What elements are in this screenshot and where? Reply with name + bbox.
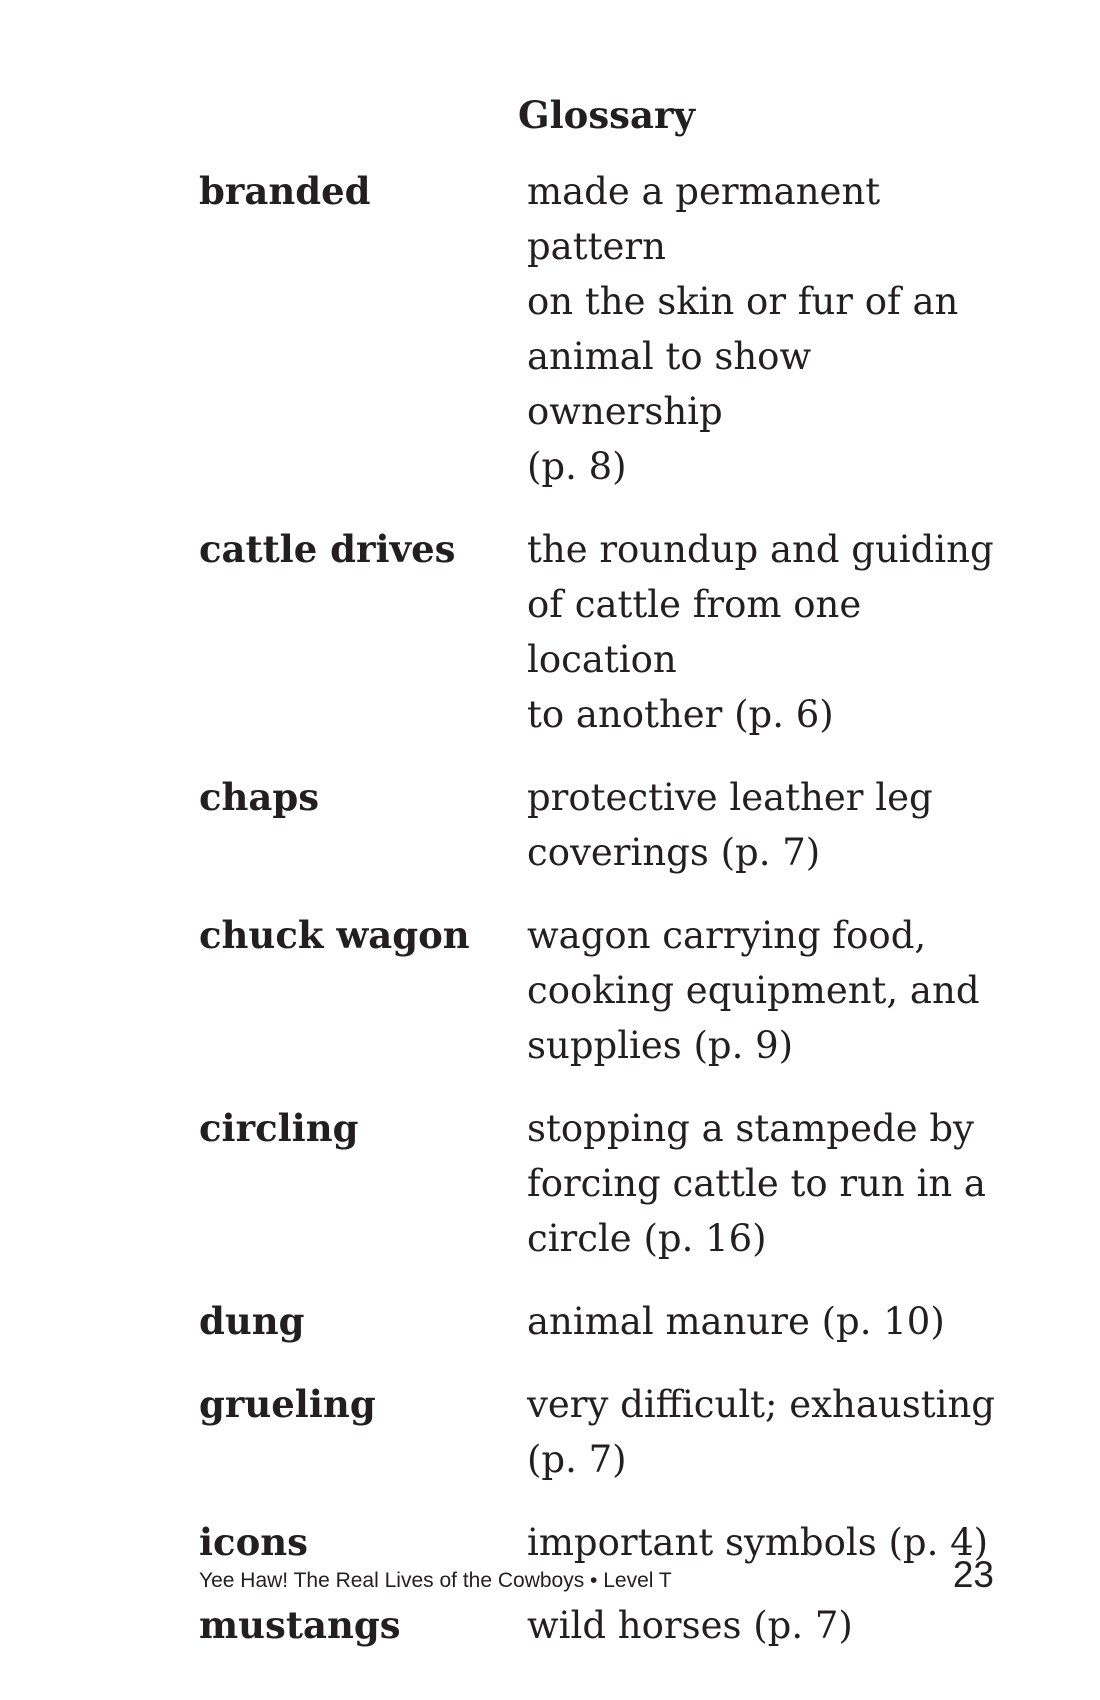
glossary-entry-grueling — [199, 1377, 1019, 1487]
glossary-term: circling — [199, 1106, 359, 1150]
glossary-entry-chaps — [199, 770, 1019, 880]
glossary-term: dung — [199, 1299, 305, 1343]
definition-line: forcing cattle to run in a — [527, 1162, 986, 1205]
definition-line: wagon carrying food, — [527, 914, 927, 957]
definition-line: animal to show ownership — [527, 335, 812, 433]
glossary-term: chaps — [199, 775, 320, 819]
glossary-definition — [527, 1101, 997, 1266]
glossary-definition — [527, 1515, 997, 1570]
page-number: 23 — [952, 1554, 994, 1595]
glossary-definition — [527, 1377, 997, 1487]
definition-line: very difficult; exhausting — [527, 1383, 995, 1426]
glossary-entry-circling — [199, 1101, 1019, 1266]
definition-line: protective leather leg — [527, 776, 933, 819]
definition-line: important symbols (p. 4) — [527, 1521, 989, 1564]
definition-line: of cattle from one location — [527, 583, 862, 681]
glossary-entry-icons — [199, 1515, 1019, 1570]
glossary-term: cattle drives — [199, 527, 456, 571]
definition-line: (p. 8) — [527, 445, 627, 488]
glossary-term: mustangs — [199, 1603, 401, 1647]
footer-book-title: Yee Haw! The Real Lives of the Cowboys • Level T — [199, 1569, 672, 1592]
definition-line: the roundup and guiding — [527, 528, 994, 571]
glossary-definition — [527, 1294, 997, 1349]
definition-line: made a permanent pattern — [527, 170, 881, 268]
glossary-definition — [527, 770, 997, 880]
glossary-list — [199, 164, 1019, 1653]
glossary-entry-mustangs — [199, 1598, 1019, 1653]
glossary-entry-dung — [199, 1294, 1019, 1349]
definition-line: on the skin or fur of an — [527, 280, 959, 323]
glossary-term: branded — [199, 169, 371, 213]
glossary-entry-chuck-wagon — [199, 908, 1019, 1073]
glossary-definition — [527, 522, 997, 742]
definition-line: coverings (p. 7) — [527, 831, 821, 874]
glossary-term: chuck wagon — [199, 913, 470, 957]
definition-line: cooking equipment, and — [527, 969, 980, 1012]
definition-line: circle (p. 16) — [527, 1217, 767, 1260]
glossary-entry-branded — [199, 164, 1019, 494]
glossary-term: grueling — [199, 1382, 376, 1426]
glossary-entry-cattle-drives — [199, 522, 1019, 742]
page-title: Glossary — [518, 93, 695, 137]
definition-line: animal manure (p. 10) — [527, 1300, 945, 1343]
definition-line: to another (p. 6) — [527, 693, 834, 736]
glossary-definition — [527, 164, 997, 494]
definition-line: supplies (p. 9) — [527, 1024, 794, 1067]
definition-line: wild horses (p. 7) — [527, 1604, 853, 1647]
glossary-definition — [527, 1598, 997, 1653]
glossary-definition — [527, 908, 997, 1073]
definition-line: (p. 7) — [527, 1438, 627, 1481]
glossary-term: icons — [199, 1520, 308, 1564]
definition-line: stopping a stampede by — [527, 1107, 974, 1150]
